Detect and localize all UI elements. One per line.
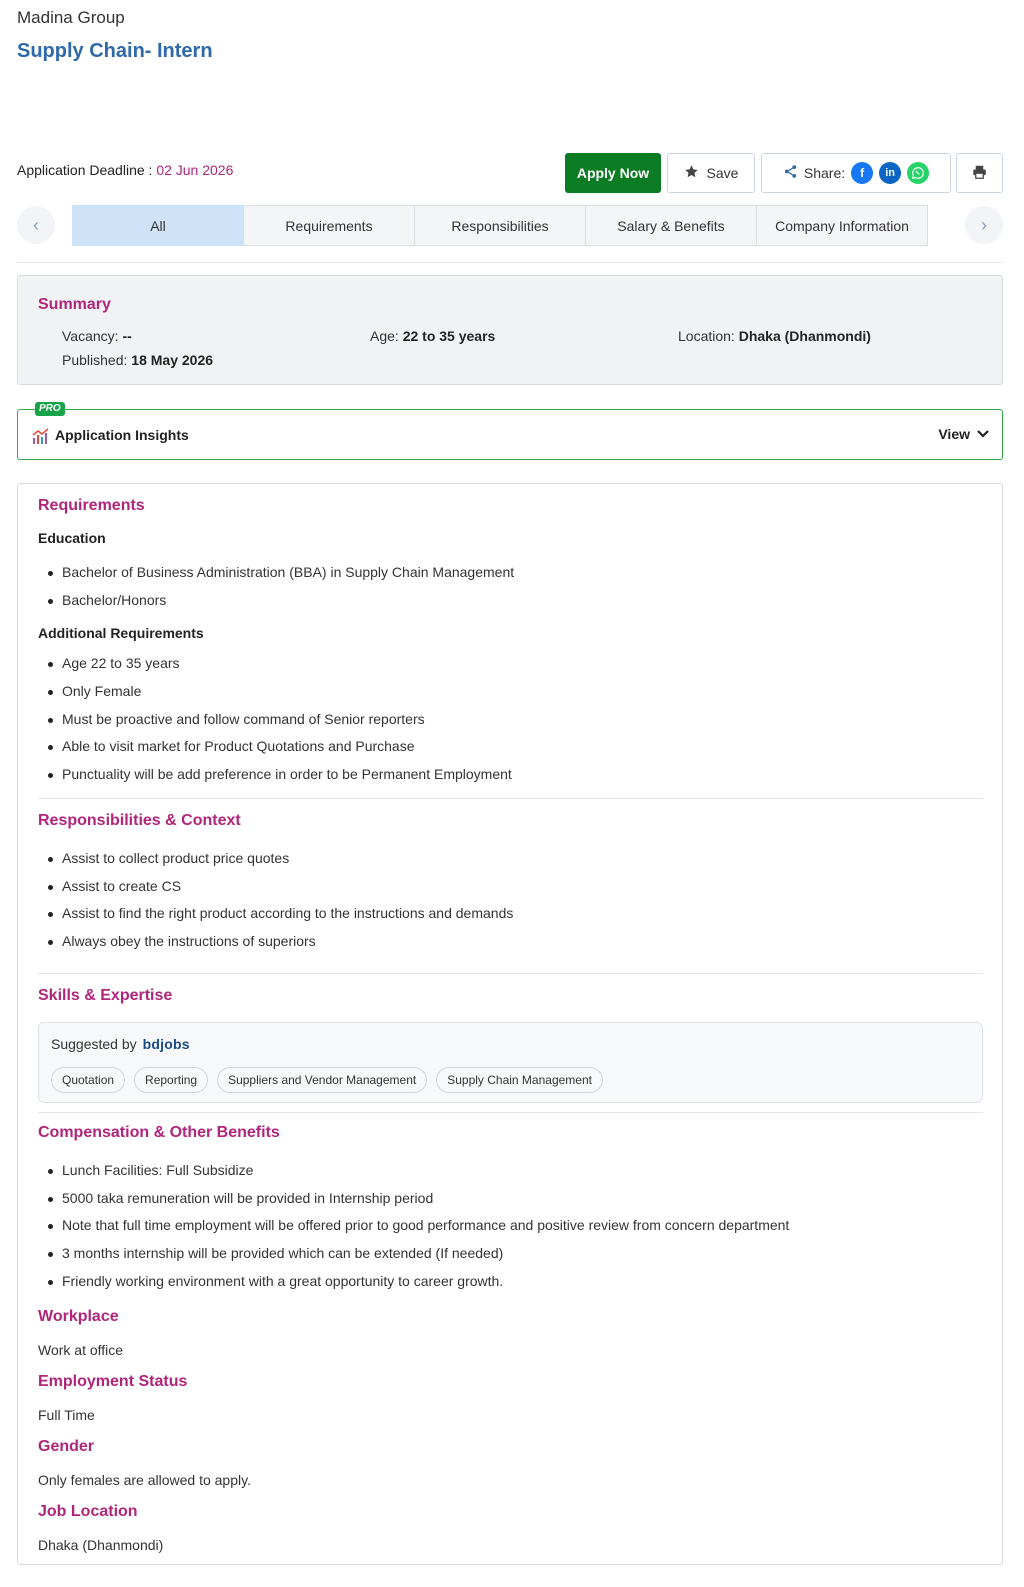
list-item: Able to visit market for Product Quotations and Purchase [62,738,415,754]
list-item: Bachelor/Honors [62,592,167,608]
workplace-title: Workplace [38,1308,119,1325]
company-name[interactable]: Madina Group [17,8,125,27]
summary-published [62,352,213,368]
additional-requirements-title: Additional Requirements [38,625,204,641]
list-item: Only Female [62,683,142,699]
insights-title: Application Insights [55,427,189,443]
employment-status-title: Employment Status [38,1373,188,1390]
employment-status-value: Full Time [38,1407,95,1423]
compensation-title: Compensation & Other Benefits [38,1124,280,1141]
job-location-value: Dhaka (Dhanmondi) [38,1537,164,1553]
age-label: Age: [370,328,399,344]
section-tabs [17,205,1003,246]
list-item: Assist to collect product price quotes [62,850,290,866]
published-value: 18 May 2026 [131,352,214,368]
divider [17,262,1003,263]
job-location-title: Job Location [38,1503,138,1520]
print-icon [972,165,987,182]
responsibilities-title: Responsibilities & Context [38,812,241,829]
list-item: Must be proactive and follow command of Senior reporters [62,711,425,727]
section-divider [38,973,983,974]
tab-company-information[interactable]: Company Information [756,205,928,246]
chevron-down-icon [976,426,990,442]
requirements-title: Requirements [38,497,145,514]
chevron-right-icon[interactable]: › [965,206,1003,244]
facebook-icon[interactable]: f [851,162,873,184]
deadline-date: 02 Jun 2026 [156,162,234,178]
skill-chip[interactable]: Suppliers and Vendor Management [217,1067,427,1093]
insights-chart-icon [32,427,50,450]
bdjobs-logo: bdjobs [142,1036,190,1052]
insights-view-toggle[interactable] [938,426,990,442]
tab-requirements[interactable]: Requirements [243,205,415,246]
apply-now-label: Apply Now [576,165,650,181]
application-deadline [17,162,233,178]
skill-chip[interactable]: Supply Chain Management [436,1067,603,1093]
application-insights-panel[interactable] [17,403,1003,460]
tab-salary-benefits[interactable]: Salary & Benefits [585,205,757,246]
list-item: Note that full time employment will be offered prior to good performance and positive review from concern department [62,1217,790,1233]
skills-box [38,1022,983,1103]
list-item: Always obey the instructions of superiors [62,933,316,949]
deadline-label: Application Deadline : [17,162,157,178]
skill-chip[interactable]: Reporting [134,1067,208,1093]
list-item: Assist to find the right product according to the instructions and demands [62,905,514,921]
view-label: View [938,426,970,442]
list-item: Assist to create CS [62,878,182,894]
workplace-value: Work at office [38,1342,124,1358]
gender-title: Gender [38,1438,95,1455]
job-details-card [17,483,1003,1565]
share-label: Share: [803,165,846,181]
section-divider [38,798,983,799]
summary-title: Summary [38,296,111,313]
tab-all[interactable]: All [72,205,244,246]
list-item: Age 22 to 35 years [62,655,180,671]
job-title: Supply Chain- Intern [17,40,213,62]
star-icon [684,164,699,182]
summary-vacancy [62,328,132,344]
education-title: Education [38,530,106,546]
skills-title: Skills & Expertise [38,987,173,1004]
list-item: Friendly working environment with a great opportunity to career growth. [62,1273,504,1289]
print-button[interactable] [956,153,1003,193]
save-label: Save [706,165,739,181]
suggested-by-label: Suggested by [51,1036,137,1052]
location-value: Dhaka (Dhanmondi) [738,328,871,344]
summary-age [370,328,495,344]
skill-chip[interactable]: Quotation [51,1067,125,1093]
age-value: 22 to 35 years [402,328,496,344]
location-label: Location: [678,328,735,344]
gender-value: Only females are allowed to apply. [38,1472,251,1488]
list-item: 5000 taka remuneration will be provided in Internship period [62,1190,434,1206]
share-icon [783,164,798,182]
suggested-by [51,1036,190,1052]
save-button[interactable] [667,153,755,193]
list-item: 3 months internship will be provided which can be extended (If needed) [62,1245,504,1261]
vacancy-value: -- [122,328,132,344]
whatsapp-icon[interactable] [907,162,929,184]
list-item: Bachelor of Business Administration (BBA) in Supply Chain Management [62,564,515,580]
list-item: Punctuality will be add preference in order to be Permanent Employment [62,766,512,782]
summary-card [17,275,1003,385]
summary-location [678,328,871,344]
skill-chips [51,1067,603,1093]
section-divider [38,1112,983,1113]
linkedin-icon[interactable]: in [879,162,901,184]
apply-now-button[interactable] [565,153,661,193]
chevron-left-icon[interactable]: ‹ [17,206,55,244]
tab-responsibilities[interactable]: Responsibilities [414,205,586,246]
share-box [761,153,951,193]
vacancy-label: Vacancy: [62,328,119,344]
published-label: Published: [62,352,128,368]
pro-badge: PRO [35,402,65,416]
list-item: Lunch Facilities: Full Subsidize [62,1162,254,1178]
